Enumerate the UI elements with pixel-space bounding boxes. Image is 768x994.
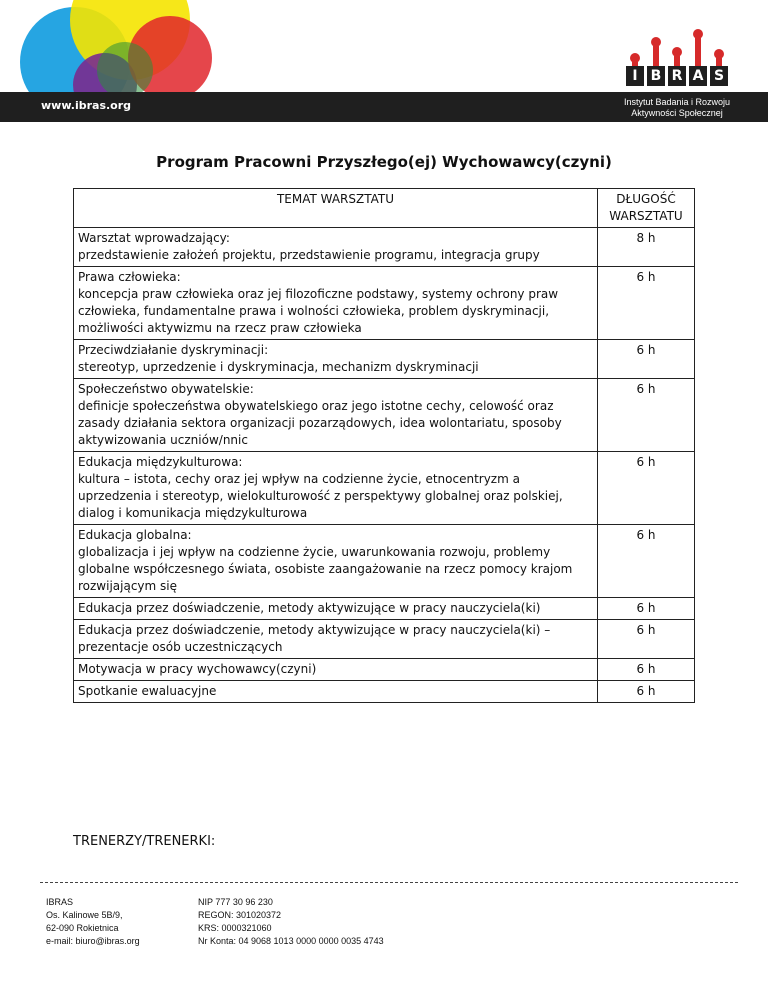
footer-address — [46, 896, 140, 948]
workshop-topic-description: globalizacja i jej wpływ na codzienne życie, uwarunkowania rozwoju, problemy globalne współczesnego świata, osobiste zaangażowanie na rzecz pomocy krajom rozwijającym się — [78, 545, 573, 593]
workshop-topic-description: koncepcja praw człowieka oraz jej filozoficzne podstawy, systemy ochrony praw człowieka, fundamentalne prawa i wolności człowieka, problem dyskryminacji, możliwości aktywizmu na rzecz praw człowieka — [78, 287, 559, 335]
footer-line: NIP 777 30 96 230 — [198, 897, 273, 907]
footer-line: REGON: 301020372 — [198, 910, 282, 920]
workshop-topic-cell — [74, 452, 598, 525]
footer-registry — [198, 896, 384, 948]
workshop-table — [73, 188, 695, 703]
workshop-topic-cell — [74, 267, 598, 340]
website-link[interactable]: www.ibras.org — [41, 99, 132, 112]
workshop-topic-title: Edukacja międzykulturowa: — [78, 455, 243, 469]
header-color-circles — [0, 0, 230, 95]
table-row — [74, 228, 695, 267]
footer-divider — [40, 882, 738, 883]
footer-line: Nr Konta: 04 9068 1013 0000 0000 0035 4743 — [198, 936, 384, 946]
workshop-topic-cell — [74, 228, 598, 267]
workshop-topic-title: Prawa człowieka: — [78, 270, 181, 284]
table-row — [74, 620, 695, 659]
workshop-topic-title: Spotkanie ewaluacyjne — [78, 684, 217, 698]
workshop-topic-cell — [74, 681, 598, 703]
workshop-topic-title: Warsztat wprowadzający: — [78, 231, 230, 245]
footer-line: KRS: 0000321060 — [198, 923, 272, 933]
workshop-topic-title: Edukacja przez doświadczenie, metody aktywizujące w pracy nauczyciela(ki) — [78, 601, 541, 615]
workshop-duration-cell: 6 h — [598, 340, 695, 379]
table-header-row — [74, 189, 695, 228]
workshop-topic-cell — [74, 525, 598, 598]
logo-letter: I — [626, 66, 644, 86]
footer-line: 62-090 Rokietnica — [46, 923, 119, 933]
workshop-duration-cell: 6 h — [598, 452, 695, 525]
trainers-label: TRENERZY/TRENERKI: — [73, 834, 216, 849]
table-row — [74, 267, 695, 340]
table-row — [74, 525, 695, 598]
workshop-topic-cell — [74, 379, 598, 452]
column-header-topic: TEMAT WARSZTATU — [74, 189, 598, 228]
table-body — [74, 228, 695, 703]
workshop-topic-description: stereotyp, uprzedzenie i dyskryminacja, mechanizm dyskryminacji — [78, 360, 479, 374]
workshop-topic-description: przedstawienie założeń projektu, przedstawienie programu, integracja grupy — [78, 248, 540, 262]
workshop-topic-title: Przeciwdziałanie dyskryminacji: — [78, 343, 269, 357]
header-banner — [0, 92, 768, 122]
workshop-duration-cell: 8 h — [598, 228, 695, 267]
logo-letter: R — [668, 66, 686, 86]
logo-letter: A — [689, 66, 707, 86]
workshop-topic-description: kultura – istota, cechy oraz jej wpływ na codzienne życie, etnocentryzm a uprzedzenia i stereotyp, wielokulturowość z perspektywy globalnej oraz polskiej, dialog i komunikacja międzykulturowa — [78, 472, 563, 520]
table-row — [74, 598, 695, 620]
org-name-line: Aktywności Społecznej — [631, 108, 723, 118]
table-row — [74, 379, 695, 452]
table-row — [74, 659, 695, 681]
logo-dots-graphic — [626, 28, 730, 68]
table-row — [74, 452, 695, 525]
logo-letters — [626, 66, 731, 86]
table-row — [74, 681, 695, 703]
workshop-duration-cell: 6 h — [598, 267, 695, 340]
logo-letter: B — [647, 66, 665, 86]
workshop-topic-cell — [74, 598, 598, 620]
organization-name — [612, 97, 742, 119]
footer-line: IBRAS — [46, 897, 74, 907]
workshop-topic-description: definicje społeczeństwa obywatelskiego oraz jego istotne cechy, celowość oraz zasady działania sektora organizacji pozarządowych, idea wolontariatu, sposoby aktywizowania uczniów/nnic — [78, 399, 562, 447]
workshop-duration-cell: 6 h — [598, 659, 695, 681]
workshop-topic-title: Motywacja w pracy wychowawcy(czyni) — [78, 662, 317, 676]
workshop-duration-cell: 6 h — [598, 379, 695, 452]
table-row — [74, 340, 695, 379]
workshop-topic-title: Edukacja przez doświadczenie, metody aktywizujące w pracy nauczyciela(ki) – prezentacje osób uczestniczących — [78, 623, 551, 654]
workshop-duration-cell: 6 h — [598, 681, 695, 703]
workshop-duration-cell: 6 h — [598, 525, 695, 598]
footer-email[interactable]: e-mail: biuro@ibras.org — [46, 936, 140, 946]
column-header-duration: DŁUGOŚĆ WARSZTATU — [598, 189, 695, 228]
workshop-topic-cell — [74, 659, 598, 681]
workshop-duration-cell: 6 h — [598, 598, 695, 620]
org-name-line: Instytut Badania i Rozwoju — [623, 97, 731, 107]
workshop-topic-cell — [74, 340, 598, 379]
workshop-topic-cell — [74, 620, 598, 659]
workshop-topic-title: Społeczeństwo obywatelskie: — [78, 382, 254, 396]
color-circles-graphic — [0, 0, 230, 95]
footer-line: Os. Kalinowe 5B/9, — [46, 910, 123, 920]
workshop-topic-title: Edukacja globalna: — [78, 528, 192, 542]
logo-letter: S — [710, 66, 728, 86]
workshop-duration-cell: 6 h — [598, 620, 695, 659]
document-title: Program Pracowni Przyszłego(ej) Wychowawcy(czyni) — [156, 153, 612, 171]
ibras-logo — [626, 28, 730, 92]
